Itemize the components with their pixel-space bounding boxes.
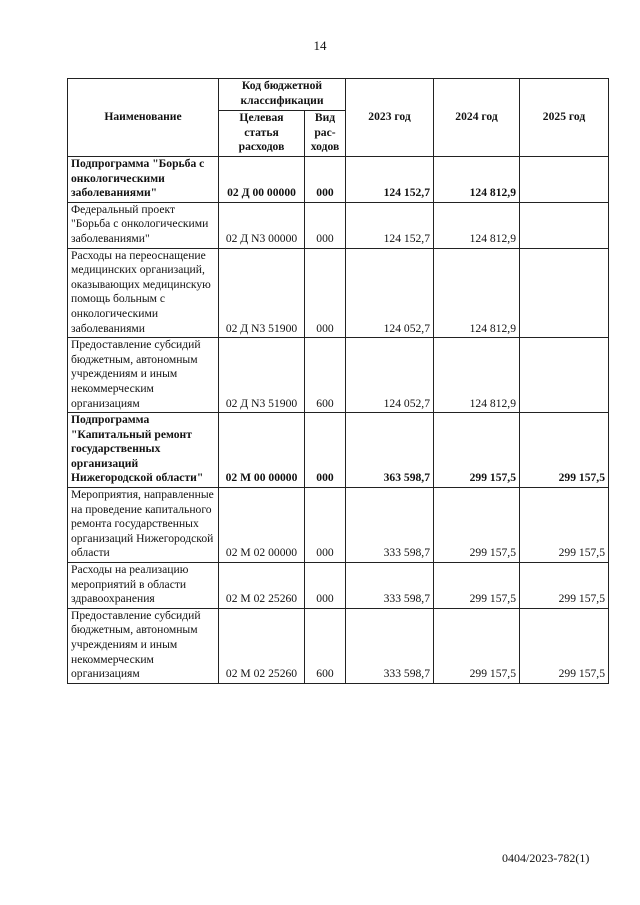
row-expense-type: 000 bbox=[305, 202, 346, 248]
row-name: Подпрограмма "Капитальный ремонт государственных организаций Нижегородской области" bbox=[68, 413, 219, 488]
row-target-code: 02 М 00 00000 bbox=[219, 413, 305, 488]
header-name: Наименование bbox=[68, 79, 219, 157]
row-target-code: 02 М 02 25260 bbox=[219, 608, 305, 683]
header-kbk: Код бюджетной классификации bbox=[219, 79, 346, 111]
page-number: 14 bbox=[313, 38, 327, 53]
row-expense-type: 600 bbox=[305, 338, 346, 413]
row-amount-2024: 124 812,9 bbox=[434, 202, 520, 248]
row-name: Предоставление субсидий бюджетным, автономным учреждениям и иным некоммерческим организациям bbox=[68, 608, 219, 683]
header-expense-type: Вид рас-ходов bbox=[305, 111, 346, 157]
row-name: Расходы на реализацию мероприятий в области здравоохранения bbox=[68, 563, 219, 609]
row-amount-2025 bbox=[520, 157, 609, 203]
row-amount-2025: 299 157,5 bbox=[520, 413, 609, 488]
row-amount-2023: 124 052,7 bbox=[346, 338, 434, 413]
row-amount-2024: 124 812,9 bbox=[434, 248, 520, 338]
table-row bbox=[68, 488, 609, 563]
row-amount-2023: 333 598,7 bbox=[346, 608, 434, 683]
row-amount-2024: 124 812,9 bbox=[434, 338, 520, 413]
row-amount-2023: 333 598,7 bbox=[346, 488, 434, 563]
table-body bbox=[68, 157, 609, 684]
row-amount-2025 bbox=[520, 202, 609, 248]
row-amount-2024: 299 157,5 bbox=[434, 563, 520, 609]
row-target-code: 02 М 02 25260 bbox=[219, 563, 305, 609]
header-target-article: Целевая статья расходов bbox=[219, 111, 305, 157]
header-2025: 2025 год bbox=[520, 79, 609, 157]
row-amount-2025: 299 157,5 bbox=[520, 488, 609, 563]
header-2024: 2024 год bbox=[434, 79, 520, 157]
row-amount-2023: 333 598,7 bbox=[346, 563, 434, 609]
table-row bbox=[68, 202, 609, 248]
table-row bbox=[68, 338, 609, 413]
header-2023: 2023 год bbox=[346, 79, 434, 157]
row-target-code: 02 Д N3 51900 bbox=[219, 248, 305, 338]
row-amount-2024: 124 812,9 bbox=[434, 157, 520, 203]
row-target-code: 02 Д N3 51900 bbox=[219, 338, 305, 413]
table-row bbox=[68, 248, 609, 338]
row-amount-2025 bbox=[520, 338, 609, 413]
row-amount-2024: 299 157,5 bbox=[434, 608, 520, 683]
row-amount-2023: 124 052,7 bbox=[346, 248, 434, 338]
row-name: Федеральный проект "Борьба с онкологическими заболеваниями" bbox=[68, 202, 219, 248]
table-row bbox=[68, 608, 609, 683]
row-expense-type: 600 bbox=[305, 608, 346, 683]
row-expense-type: 000 bbox=[305, 413, 346, 488]
row-amount-2025: 299 157,5 bbox=[520, 608, 609, 683]
row-expense-type: 000 bbox=[305, 157, 346, 203]
row-name: Расходы на переоснащение медицинских организаций, оказывающих медицинскую помощь больным с онкологическими заболеваниями bbox=[68, 248, 219, 338]
table-row bbox=[68, 413, 609, 488]
row-amount-2024: 299 157,5 bbox=[434, 413, 520, 488]
row-amount-2023: 124 152,7 bbox=[346, 157, 434, 203]
table-row bbox=[68, 563, 609, 609]
row-expense-type: 000 bbox=[305, 488, 346, 563]
row-target-code: 02 Д N3 00000 bbox=[219, 202, 305, 248]
row-expense-type: 000 bbox=[305, 248, 346, 338]
row-name: Мероприятия, направленные на проведение капитального ремонта государственных организаций Нижегородской области bbox=[68, 488, 219, 563]
row-amount-2023: 124 152,7 bbox=[346, 202, 434, 248]
row-amount-2023: 363 598,7 bbox=[346, 413, 434, 488]
row-expense-type: 000 bbox=[305, 563, 346, 609]
budget-table bbox=[67, 78, 609, 684]
row-amount-2025 bbox=[520, 248, 609, 338]
row-amount-2025: 299 157,5 bbox=[520, 563, 609, 609]
row-amount-2024: 299 157,5 bbox=[434, 488, 520, 563]
row-name: Подпрограмма "Борьба с онкологическими заболеваниями" bbox=[68, 157, 219, 203]
row-target-code: 02 Д 00 00000 bbox=[219, 157, 305, 203]
row-target-code: 02 М 02 00000 bbox=[219, 488, 305, 563]
row-name: Предоставление субсидий бюджетным, автономным учреждениям и иным некоммерческим организациям bbox=[68, 338, 219, 413]
table-row bbox=[68, 157, 609, 203]
document-code: 0404/2023-782(1) bbox=[502, 851, 590, 865]
